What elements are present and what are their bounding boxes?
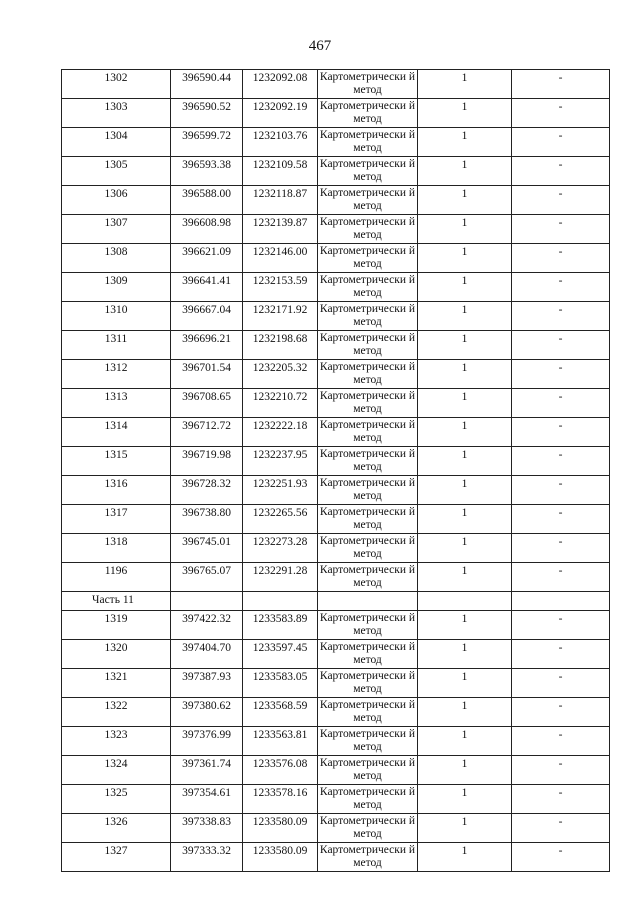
x-coordinate-cell: 397338.83 — [171, 814, 243, 843]
x-coordinate-cell: 397361.74 — [171, 756, 243, 785]
y-coordinate-cell: 1232118.87 — [243, 186, 318, 215]
empty-cell — [318, 592, 418, 611]
x-coordinate-cell: 396719.98 — [171, 447, 243, 476]
method-cell: Картометрически й метод — [318, 843, 418, 872]
coordinates-table — [61, 69, 610, 872]
method-cell: Картометрически й метод — [318, 727, 418, 756]
table-row — [62, 505, 610, 534]
x-coordinate-cell: 397387.93 — [171, 669, 243, 698]
method-cell: Картометрически й метод — [318, 302, 418, 331]
accuracy-cell: 1 — [418, 611, 512, 640]
method-cell: Картометрически й метод — [318, 244, 418, 273]
accuracy-cell: 1 — [418, 244, 512, 273]
accuracy-cell: 1 — [418, 389, 512, 418]
x-coordinate-cell: 396588.00 — [171, 186, 243, 215]
note-cell: - — [512, 99, 610, 128]
accuracy-cell: 1 — [418, 534, 512, 563]
table-body — [62, 70, 610, 872]
point-id-cell: 1314 — [62, 418, 171, 447]
method-cell: Картометрически й метод — [318, 785, 418, 814]
accuracy-cell: 1 — [418, 669, 512, 698]
accuracy-cell: 1 — [418, 302, 512, 331]
method-cell: Картометрически й метод — [318, 128, 418, 157]
point-id-cell: 1303 — [62, 99, 171, 128]
table-row — [62, 669, 610, 698]
point-id-cell: 1304 — [62, 128, 171, 157]
point-id-cell: 1312 — [62, 360, 171, 389]
page-number: 467 — [308, 38, 332, 54]
y-coordinate-cell: 1232210.72 — [243, 389, 318, 418]
method-cell: Картометрически й метод — [318, 640, 418, 669]
table-row — [62, 640, 610, 669]
note-cell: - — [512, 70, 610, 99]
y-coordinate-cell: 1232237.95 — [243, 447, 318, 476]
point-id-cell: 1308 — [62, 244, 171, 273]
table-row — [62, 534, 610, 563]
accuracy-cell: 1 — [418, 99, 512, 128]
y-coordinate-cell: 1232198.68 — [243, 331, 318, 360]
point-id-cell: 1320 — [62, 640, 171, 669]
section-row — [62, 592, 610, 611]
point-id-cell: 1326 — [62, 814, 171, 843]
accuracy-cell: 1 — [418, 505, 512, 534]
y-coordinate-cell: 1233578.16 — [243, 785, 318, 814]
table-row — [62, 563, 610, 592]
table-row — [62, 99, 610, 128]
note-cell: - — [512, 331, 610, 360]
x-coordinate-cell: 397333.32 — [171, 843, 243, 872]
table-row — [62, 128, 610, 157]
accuracy-cell: 1 — [418, 785, 512, 814]
note-cell: - — [512, 273, 610, 302]
accuracy-cell: 1 — [418, 360, 512, 389]
method-cell: Картометрически й метод — [318, 563, 418, 592]
table-row — [62, 302, 610, 331]
point-id-cell: 1305 — [62, 157, 171, 186]
table-row — [62, 785, 610, 814]
accuracy-cell: 1 — [418, 70, 512, 99]
method-cell: Картометрически й метод — [318, 360, 418, 389]
method-cell: Картометрически й метод — [318, 70, 418, 99]
table-row — [62, 215, 610, 244]
accuracy-cell: 1 — [418, 698, 512, 727]
accuracy-cell: 1 — [418, 215, 512, 244]
method-cell: Картометрически й метод — [318, 814, 418, 843]
y-coordinate-cell: 1232092.19 — [243, 99, 318, 128]
x-coordinate-cell: 396608.98 — [171, 215, 243, 244]
note-cell: - — [512, 244, 610, 273]
table-row — [62, 843, 610, 872]
x-coordinate-cell: 396701.54 — [171, 360, 243, 389]
method-cell: Картометрически й метод — [318, 215, 418, 244]
point-id-cell: 1306 — [62, 186, 171, 215]
point-id-cell: 1307 — [62, 215, 171, 244]
x-coordinate-cell: 396765.07 — [171, 563, 243, 592]
x-coordinate-cell: 396599.72 — [171, 128, 243, 157]
note-cell: - — [512, 843, 610, 872]
note-cell: - — [512, 505, 610, 534]
note-cell: - — [512, 727, 610, 756]
y-coordinate-cell: 1232205.32 — [243, 360, 318, 389]
table-row — [62, 611, 610, 640]
x-coordinate-cell: 396738.80 — [171, 505, 243, 534]
method-cell: Картометрически й метод — [318, 476, 418, 505]
note-cell: - — [512, 128, 610, 157]
note-cell: - — [512, 447, 610, 476]
y-coordinate-cell: 1232103.76 — [243, 128, 318, 157]
accuracy-cell: 1 — [418, 563, 512, 592]
y-coordinate-cell: 1232273.28 — [243, 534, 318, 563]
x-coordinate-cell: 396667.04 — [171, 302, 243, 331]
empty-cell — [418, 592, 512, 611]
accuracy-cell: 1 — [418, 814, 512, 843]
accuracy-cell: 1 — [418, 447, 512, 476]
accuracy-cell: 1 — [418, 756, 512, 785]
x-coordinate-cell: 396641.41 — [171, 273, 243, 302]
note-cell: - — [512, 640, 610, 669]
x-coordinate-cell: 396590.44 — [171, 70, 243, 99]
point-id-cell: 1319 — [62, 611, 171, 640]
note-cell: - — [512, 611, 610, 640]
accuracy-cell: 1 — [418, 727, 512, 756]
y-coordinate-cell: 1233563.81 — [243, 727, 318, 756]
y-coordinate-cell: 1232109.58 — [243, 157, 318, 186]
note-cell: - — [512, 698, 610, 727]
point-id-cell: 1309 — [62, 273, 171, 302]
x-coordinate-cell: 396708.65 — [171, 389, 243, 418]
point-id-cell: 1317 — [62, 505, 171, 534]
note-cell: - — [512, 360, 610, 389]
point-id-cell: 1322 — [62, 698, 171, 727]
table-row — [62, 70, 610, 99]
point-id-cell: 1321 — [62, 669, 171, 698]
empty-cell — [512, 592, 610, 611]
y-coordinate-cell: 1232251.93 — [243, 476, 318, 505]
method-cell: Картометрически й метод — [318, 505, 418, 534]
y-coordinate-cell: 1232153.59 — [243, 273, 318, 302]
point-id-cell: 1196 — [62, 563, 171, 592]
note-cell: - — [512, 186, 610, 215]
x-coordinate-cell: 396745.01 — [171, 534, 243, 563]
point-id-cell: 1313 — [62, 389, 171, 418]
note-cell: - — [512, 785, 610, 814]
x-coordinate-cell: 397422.32 — [171, 611, 243, 640]
table-row — [62, 331, 610, 360]
y-coordinate-cell: 1233597.45 — [243, 640, 318, 669]
note-cell: - — [512, 563, 610, 592]
table-row — [62, 273, 610, 302]
y-coordinate-cell: 1233583.05 — [243, 669, 318, 698]
point-id-cell: 1316 — [62, 476, 171, 505]
table-row — [62, 244, 610, 273]
method-cell: Картометрически й метод — [318, 186, 418, 215]
note-cell: - — [512, 756, 610, 785]
method-cell: Картометрически й метод — [318, 157, 418, 186]
x-coordinate-cell: 397404.70 — [171, 640, 243, 669]
method-cell: Картометрически й метод — [318, 756, 418, 785]
note-cell: - — [512, 418, 610, 447]
accuracy-cell: 1 — [418, 331, 512, 360]
method-cell: Картометрически й метод — [318, 331, 418, 360]
y-coordinate-cell: 1232139.87 — [243, 215, 318, 244]
y-coordinate-cell: 1232146.00 — [243, 244, 318, 273]
accuracy-cell: 1 — [418, 273, 512, 302]
table-row — [62, 157, 610, 186]
empty-cell — [171, 592, 243, 611]
point-id-cell: 1311 — [62, 331, 171, 360]
x-coordinate-cell: 396728.32 — [171, 476, 243, 505]
point-id-cell: 1327 — [62, 843, 171, 872]
point-id-cell: 1318 — [62, 534, 171, 563]
section-label: Часть 11 — [62, 592, 171, 611]
note-cell: - — [512, 669, 610, 698]
y-coordinate-cell: 1233568.59 — [243, 698, 318, 727]
point-id-cell: 1310 — [62, 302, 171, 331]
y-coordinate-cell: 1233580.09 — [243, 843, 318, 872]
y-coordinate-cell: 1233583.89 — [243, 611, 318, 640]
method-cell: Картометрически й метод — [318, 698, 418, 727]
y-coordinate-cell: 1232092.08 — [243, 70, 318, 99]
x-coordinate-cell: 396696.21 — [171, 331, 243, 360]
accuracy-cell: 1 — [418, 476, 512, 505]
table-row — [62, 756, 610, 785]
x-coordinate-cell: 396712.72 — [171, 418, 243, 447]
table-row — [62, 727, 610, 756]
y-coordinate-cell: 1232291.28 — [243, 563, 318, 592]
y-coordinate-cell: 1232171.92 — [243, 302, 318, 331]
y-coordinate-cell: 1232222.18 — [243, 418, 318, 447]
x-coordinate-cell: 396590.52 — [171, 99, 243, 128]
method-cell: Картометрически й метод — [318, 611, 418, 640]
x-coordinate-cell: 396621.09 — [171, 244, 243, 273]
method-cell: Картометрически й метод — [318, 669, 418, 698]
note-cell: - — [512, 302, 610, 331]
accuracy-cell: 1 — [418, 843, 512, 872]
accuracy-cell: 1 — [418, 640, 512, 669]
table-row — [62, 447, 610, 476]
note-cell: - — [512, 534, 610, 563]
method-cell: Картометрически й метод — [318, 389, 418, 418]
point-id-cell: 1325 — [62, 785, 171, 814]
note-cell: - — [512, 215, 610, 244]
method-cell: Картометрически й метод — [318, 418, 418, 447]
method-cell: Картометрически й метод — [318, 447, 418, 476]
table-row — [62, 698, 610, 727]
note-cell: - — [512, 476, 610, 505]
point-id-cell: 1323 — [62, 727, 171, 756]
table-row — [62, 476, 610, 505]
point-id-cell: 1315 — [62, 447, 171, 476]
accuracy-cell: 1 — [418, 157, 512, 186]
y-coordinate-cell: 1233576.08 — [243, 756, 318, 785]
x-coordinate-cell: 397354.61 — [171, 785, 243, 814]
point-id-cell: 1324 — [62, 756, 171, 785]
method-cell: Картометрически й метод — [318, 534, 418, 563]
method-cell: Картометрически й метод — [318, 273, 418, 302]
table-row — [62, 814, 610, 843]
accuracy-cell: 1 — [418, 418, 512, 447]
note-cell: - — [512, 157, 610, 186]
note-cell: - — [512, 389, 610, 418]
x-coordinate-cell: 397380.62 — [171, 698, 243, 727]
table-row — [62, 186, 610, 215]
x-coordinate-cell: 396593.38 — [171, 157, 243, 186]
empty-cell — [243, 592, 318, 611]
accuracy-cell: 1 — [418, 128, 512, 157]
note-cell: - — [512, 814, 610, 843]
y-coordinate-cell: 1232265.56 — [243, 505, 318, 534]
method-cell: Картометрически й метод — [318, 99, 418, 128]
table-row — [62, 418, 610, 447]
point-id-cell: 1302 — [62, 70, 171, 99]
table-row — [62, 360, 610, 389]
accuracy-cell: 1 — [418, 186, 512, 215]
x-coordinate-cell: 397376.99 — [171, 727, 243, 756]
table-row — [62, 389, 610, 418]
y-coordinate-cell: 1233580.09 — [243, 814, 318, 843]
